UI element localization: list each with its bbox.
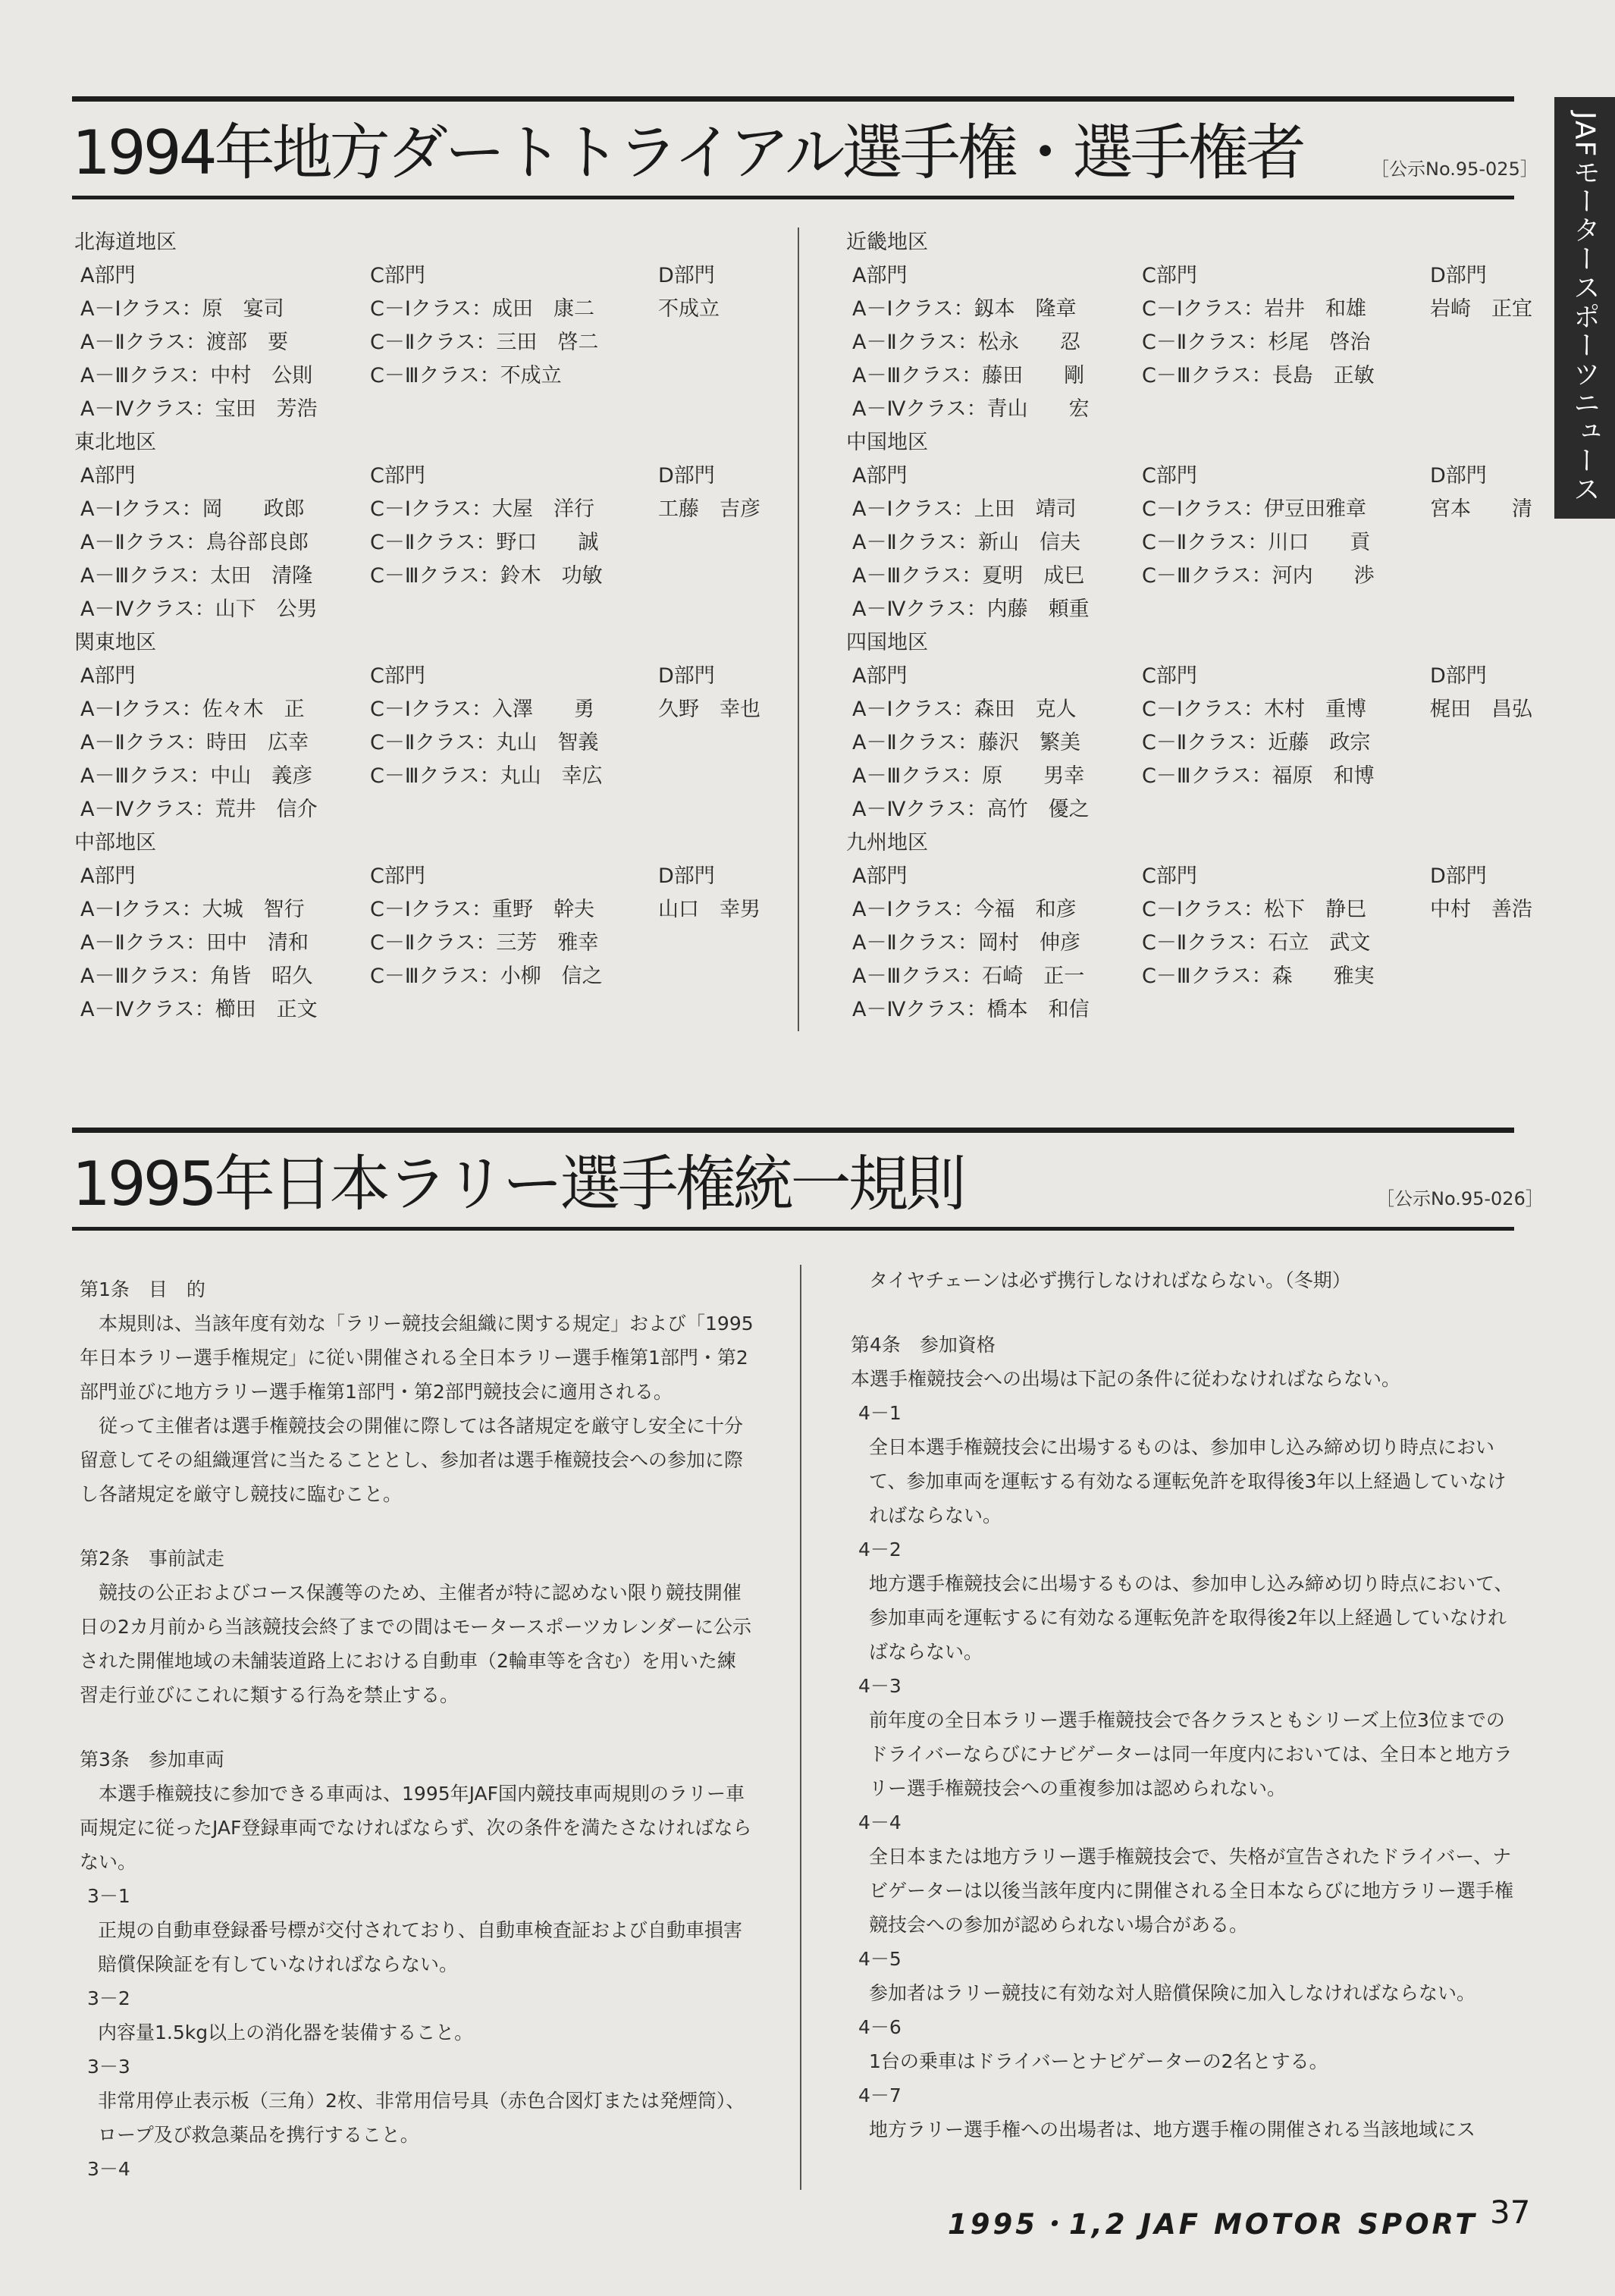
champion-entry: C－Ⅲクラス：河内 渉 (1142, 564, 1375, 588)
champion-entry: 久野 幸也 (658, 698, 760, 721)
champion-row (74, 726, 787, 760)
section1-title: 1994年地方ダートトライアル選手権・選手権者 (72, 118, 1303, 188)
champion-entry: A－Ⅱクラス：渡部 要 (80, 331, 288, 354)
champion-entry: C－Ⅱクラス：川口 貢 (1142, 531, 1371, 554)
champion-row (74, 359, 787, 393)
clause-number: 3－3 (87, 2056, 130, 2078)
champion-entry: A－Ⅳクラス：高竹 優之 (852, 798, 1090, 821)
champion-row (846, 927, 1559, 960)
champion-row (846, 560, 1559, 593)
champion-entry: A－Ⅲクラス：中山 義彦 (80, 764, 313, 788)
champion-entry: 中村 善浩 (1430, 898, 1532, 921)
article-paragraph: 本選手権競技に参加できる車両は、1995年JAF国内競技車両規則のラリー車両規定に従ったJAF登録車両でなければならず、次の条件を満たさなければならない。 (80, 1783, 752, 1873)
clause-text: 地方選手権競技会に出場するものは、参加申し込み締め切り時点において、参加車両を運転するに有効なる運転免許を取得後2年以上経過していなければならない。 (869, 1573, 1513, 1663)
champion-entry: 岩崎 正宜 (1430, 297, 1532, 321)
article-paragraph: 本選手権競技会への出場は下記の条件に従わなければならない。 (851, 1368, 1401, 1390)
division-header: C部門 (370, 264, 425, 287)
champion-entry: A－Ⅲクラス：太田 清隆 (80, 564, 313, 588)
champion-row (846, 326, 1559, 359)
champion-row (846, 359, 1559, 393)
division-header: A部門 (852, 464, 908, 488)
division-header: D部門 (1430, 264, 1487, 287)
article-heading: 第2条 事前試走 (80, 1548, 224, 1570)
clause-text: 正規の自動車登録番号標が交付されており、自動車検査証および自動車損害賠償保険証を有していなければならない。 (98, 1919, 743, 1975)
clause-text: 内容量1.5kg以上の消化器を装備すること。 (98, 2022, 474, 2044)
division-header-row (74, 660, 787, 693)
champion-row (846, 593, 1559, 626)
clause-number: 3－2 (87, 1987, 130, 2009)
division-header: C部門 (1142, 864, 1197, 888)
champion-entry: C－Ⅰクラス：松下 静巳 (1142, 898, 1367, 921)
champion-row (74, 793, 787, 826)
clause-number: 3－4 (87, 2158, 130, 2180)
champion-entry: C－Ⅲクラス：丸山 幸広 (370, 764, 603, 788)
section2-left-column (80, 1272, 754, 2186)
section1-top-rule (72, 96, 1514, 102)
article-heading: 第4条 参加資格 (851, 1334, 996, 1356)
division-header-row (846, 460, 1559, 493)
champion-row (846, 693, 1559, 726)
division-header: D部門 (1430, 864, 1487, 888)
champion-entry: A－Ⅲクラス：石崎 正一 (852, 965, 1085, 988)
division-header: A部門 (80, 464, 136, 488)
clause-number: 3－1 (87, 1885, 130, 1907)
champion-entry: A－Ⅱクラス：田中 清和 (80, 931, 309, 955)
champion-entry: A－Ⅱクラス：鳥谷部良郎 (80, 531, 309, 554)
division-header: A部門 (852, 864, 908, 888)
clause-text: 1台の乗車はドライバーとナビゲーターの2名とする。 (869, 2050, 1328, 2072)
champion-entry: A－Ⅰクラス：佐々木 正 (80, 698, 305, 721)
division-header: C部門 (370, 664, 425, 688)
clause-number: 4－1 (858, 1402, 902, 1424)
page-number: 37 (1490, 2194, 1531, 2231)
champion-row (846, 760, 1559, 793)
region-name: 中国地区 (846, 431, 928, 454)
spacer (851, 1297, 1522, 1328)
clause-number: 4－7 (858, 2084, 902, 2106)
champion-row (74, 560, 787, 593)
champion-entry: 梶田 昌弘 (1430, 698, 1532, 721)
champion-entry: C－Ⅰクラス：入澤 勇 (370, 698, 595, 721)
champion-row (74, 326, 787, 359)
champion-entry: C－Ⅲクラス：福原 和博 (1142, 764, 1375, 788)
champion-entry: C－Ⅲクラス：森 雅実 (1142, 965, 1375, 988)
champion-row (846, 893, 1559, 927)
champion-entry: A－Ⅳクラス：内藤 頼重 (852, 598, 1090, 621)
region-name: 近畿地区 (846, 231, 928, 254)
champion-entry: A－Ⅳクラス：宝田 芳浩 (80, 397, 318, 421)
champion-entry: 工藤 吉彦 (658, 497, 760, 521)
champion-row (74, 526, 787, 560)
region-name: 北海道地区 (74, 231, 177, 254)
division-header: D部門 (658, 864, 715, 888)
champion-entry: C－Ⅰクラス：伊豆田雅章 (1142, 497, 1367, 521)
champion-row (846, 293, 1559, 326)
footer-magazine: 1995・1,2 JAF MOTOR SPORT (948, 2208, 1478, 2241)
clause-text: 全日本または地方ラリー選手権競技会で、失格が宣告されたドライバー、ナビゲーターは以後当該年度内に開催される全日本ならびに地方ラリー選手権競技会への参加が認められない場合がある。 (869, 1846, 1514, 1936)
champion-entry: C－Ⅰクラス：大屋 洋行 (370, 497, 595, 521)
division-header: D部門 (1430, 664, 1487, 688)
champion-entry: 宮本 清 (1430, 497, 1532, 521)
section2-notice: ［公示No.95-026］ (1376, 1188, 1544, 1209)
division-header: D部門 (658, 464, 715, 488)
article-paragraph: 従って主催者は選手権競技会の開催に際しては各諸規定を厳守し安全に十分留意してその組織運営に当たることとし、参加者は選手権競技会への参加に際し各諸規定を厳守し競技に臨むこと。 (80, 1415, 744, 1505)
region-name: 九州地区 (846, 831, 928, 855)
champion-entry: C－Ⅲクラス：小柳 信之 (370, 965, 603, 988)
section2-right-column (851, 1263, 1522, 2147)
champion-entry: C－Ⅱクラス：杉尾 啓治 (1142, 331, 1371, 354)
champion-entry: A－Ⅲクラス：角皆 昭久 (80, 965, 313, 988)
champion-row (74, 493, 787, 526)
article-paragraph: 本規則は、当該年度有効な「ラリー競技会組織に関する規定」および「1995年日本ラリー選手権規定」に従い開催される全日本ラリー選手権第1部門・第2部門並びに地方ラリー選手権第1部門・第2部門競技会に適用される。 (80, 1313, 754, 1403)
champion-entry: A－Ⅰクラス：森田 克人 (852, 698, 1077, 721)
champion-entry: C－Ⅱクラス：丸山 智義 (370, 731, 599, 754)
division-header-row (74, 259, 787, 293)
section-tab-label: JAFモータースポーツニュース (1569, 111, 1601, 504)
region-name: 四国地区 (846, 631, 928, 654)
article-heading: 第3条 参加車両 (80, 1749, 224, 1771)
region-name: 東北地区 (74, 431, 156, 454)
section2-top-rule (72, 1128, 1514, 1133)
champion-entry: 山口 幸男 (658, 898, 760, 921)
region-list (846, 226, 1559, 1027)
champion-row (74, 293, 787, 326)
division-header: A部門 (80, 264, 136, 287)
clause-number: 4－4 (858, 1811, 902, 1833)
champion-entry: A－Ⅳクラス：青山 宏 (852, 397, 1090, 421)
division-header: D部門 (1430, 464, 1487, 488)
champion-entry: A－Ⅲクラス：藤田 剛 (852, 364, 1085, 387)
champion-row (74, 693, 787, 726)
champion-entry: C－Ⅰクラス：重野 幹夫 (370, 898, 595, 921)
clause-text: 参加者はラリー競技に有効な対人賠償保険に加入しなければならない。 (869, 1982, 1476, 2004)
clause-text: 前年度の全日本ラリー選手権競技会で各クラスともシリーズ上位3位までのドライバーならびにナビゲーターは同一年度内においては、全日本と地方ラリー選手権競技会への重複参加は認められない。 (869, 1709, 1513, 1799)
division-header: C部門 (1142, 264, 1197, 287)
champion-row (74, 927, 787, 960)
champion-entry: C－Ⅰクラス：木村 重博 (1142, 698, 1367, 721)
champion-row (846, 960, 1559, 993)
champion-entry: A－Ⅳクラス：櫛田 正文 (80, 998, 318, 1021)
champion-entry: C－Ⅰクラス：岩井 和雄 (1142, 297, 1367, 321)
champion-entry: A－Ⅱクラス：松永 忍 (852, 331, 1080, 354)
section1-column-divider (798, 227, 799, 1031)
champion-entry: A－Ⅰクラス：原 宴司 (80, 297, 284, 321)
division-header: D部門 (658, 264, 715, 287)
champion-entry: A－Ⅳクラス：荒井 信介 (80, 798, 318, 821)
champion-entry: A－Ⅱクラス：時田 広幸 (80, 731, 309, 754)
division-header-row (846, 259, 1559, 293)
division-header: D部門 (658, 664, 715, 688)
clause-number: 4－6 (858, 2016, 902, 2038)
champion-row (846, 393, 1559, 426)
champion-row (846, 493, 1559, 526)
division-header-row (74, 460, 787, 493)
champion-row (846, 526, 1559, 560)
clause-number: 4－5 (858, 1948, 902, 1970)
clause-text: タイヤチェーンは必ず携行しなければならない。（冬期） (869, 1269, 1351, 1291)
section1-notice: ［公示No.95-025］ (1371, 158, 1538, 180)
champion-entry: C－Ⅱクラス：石立 武文 (1142, 931, 1371, 955)
division-header: C部門 (1142, 664, 1197, 688)
champion-entry: C－Ⅰクラス：成田 康二 (370, 297, 595, 321)
section1-bottom-rule (72, 196, 1514, 199)
section2-title: 1995年日本ラリー選手権統一規則 (72, 1149, 964, 1219)
section2-column-divider (800, 1265, 801, 2190)
champion-row (74, 960, 787, 993)
spacer (80, 1511, 754, 1542)
division-header-row (846, 660, 1559, 693)
region-name: 中部地区 (74, 831, 156, 855)
clause-text: 地方ラリー選手権への出場者は、地方選手権の開催される当該地域にス (869, 2119, 1476, 2141)
division-header: A部門 (80, 864, 136, 888)
champion-entry: A－Ⅳクラス：山下 公男 (80, 598, 318, 621)
champion-entry: C－Ⅱクラス：三芳 雅幸 (370, 931, 599, 955)
champion-row (846, 726, 1559, 760)
division-header-row (74, 860, 787, 893)
section2-bottom-rule (72, 1227, 1514, 1231)
champion-row (74, 393, 787, 426)
article-paragraph: 競技の公正およびコース保護等のため、主催者が特に認めない限り競技開催日の2カ月前から当該競技会終了までの間はモータースポーツカレンダーに公示された開催地域の未舗装道路上における自動車（2輪車等を含む）を用いた練習走行並びにこれに類する行為を禁止する。 (80, 1582, 752, 1706)
region-list (74, 226, 787, 1027)
champion-entry: A－Ⅲクラス：中村 公則 (80, 364, 313, 387)
division-header: A部門 (80, 664, 136, 688)
champion-entry: C－Ⅱクラス：近藤 政宗 (1142, 731, 1371, 754)
section-tab (1554, 97, 1615, 519)
champion-entry: A－Ⅳクラス：橋本 和信 (852, 998, 1090, 1021)
division-header: C部門 (1142, 464, 1197, 488)
champion-entry: C－Ⅲクラス：不成立 (370, 364, 562, 387)
champion-row (74, 993, 787, 1027)
champion-entry: A－Ⅰクラス：岡 政郎 (80, 497, 305, 521)
champion-entry: 不成立 (658, 297, 720, 321)
clause-number: 4－2 (858, 1539, 902, 1560)
champion-entry: A－Ⅰクラス：大城 智行 (80, 898, 305, 921)
champion-entry: A－Ⅱクラス：岡村 伸彦 (852, 931, 1080, 955)
champion-row (74, 893, 787, 927)
division-header-row (846, 860, 1559, 893)
champion-entry: A－Ⅲクラス：原 男幸 (852, 764, 1085, 788)
champion-entry: C－Ⅱクラス：三田 啓二 (370, 331, 599, 354)
division-header: C部門 (370, 864, 425, 888)
champion-row (74, 760, 787, 793)
champion-row (74, 593, 787, 626)
champion-entry: C－Ⅲクラス：鈴木 功敏 (370, 564, 603, 588)
champion-entry: A－Ⅰクラス：今福 和彦 (852, 898, 1077, 921)
champion-entry: C－Ⅲクラス：長島 正敏 (1142, 364, 1375, 387)
champion-entry: A－Ⅰクラス：釼本 隆章 (852, 297, 1077, 321)
clause-text: 全日本選手権競技会に出場するものは、参加申し込み締め切り時点において、参加車両を運転する有効なる運転免許を取得後3年以上経過していなければならない。 (869, 1436, 1507, 1526)
article-heading: 第1条 目 的 (80, 1278, 205, 1300)
region-name: 関東地区 (74, 631, 156, 654)
champion-entry: A－Ⅱクラス：藤沢 繁美 (852, 731, 1080, 754)
champion-entry: A－Ⅰクラス：上田 靖司 (852, 497, 1077, 521)
champion-entry: A－Ⅲクラス：夏明 成巳 (852, 564, 1085, 588)
division-header: A部門 (852, 264, 908, 287)
champion-row (846, 993, 1559, 1027)
champion-entry: A－Ⅱクラス：新山 信夫 (852, 531, 1080, 554)
division-header: C部門 (370, 464, 425, 488)
champion-entry: C－Ⅱクラス：野口 誠 (370, 531, 599, 554)
division-header: A部門 (852, 664, 908, 688)
spacer (80, 1712, 754, 1742)
clause-number: 4－3 (858, 1675, 902, 1697)
champion-row (846, 793, 1559, 826)
clause-text: 非常用停止表示板（三角）2枚、非常用信号具（赤色合図灯または発煙筒）、ロープ及び救急薬品を携行すること。 (98, 2090, 745, 2146)
